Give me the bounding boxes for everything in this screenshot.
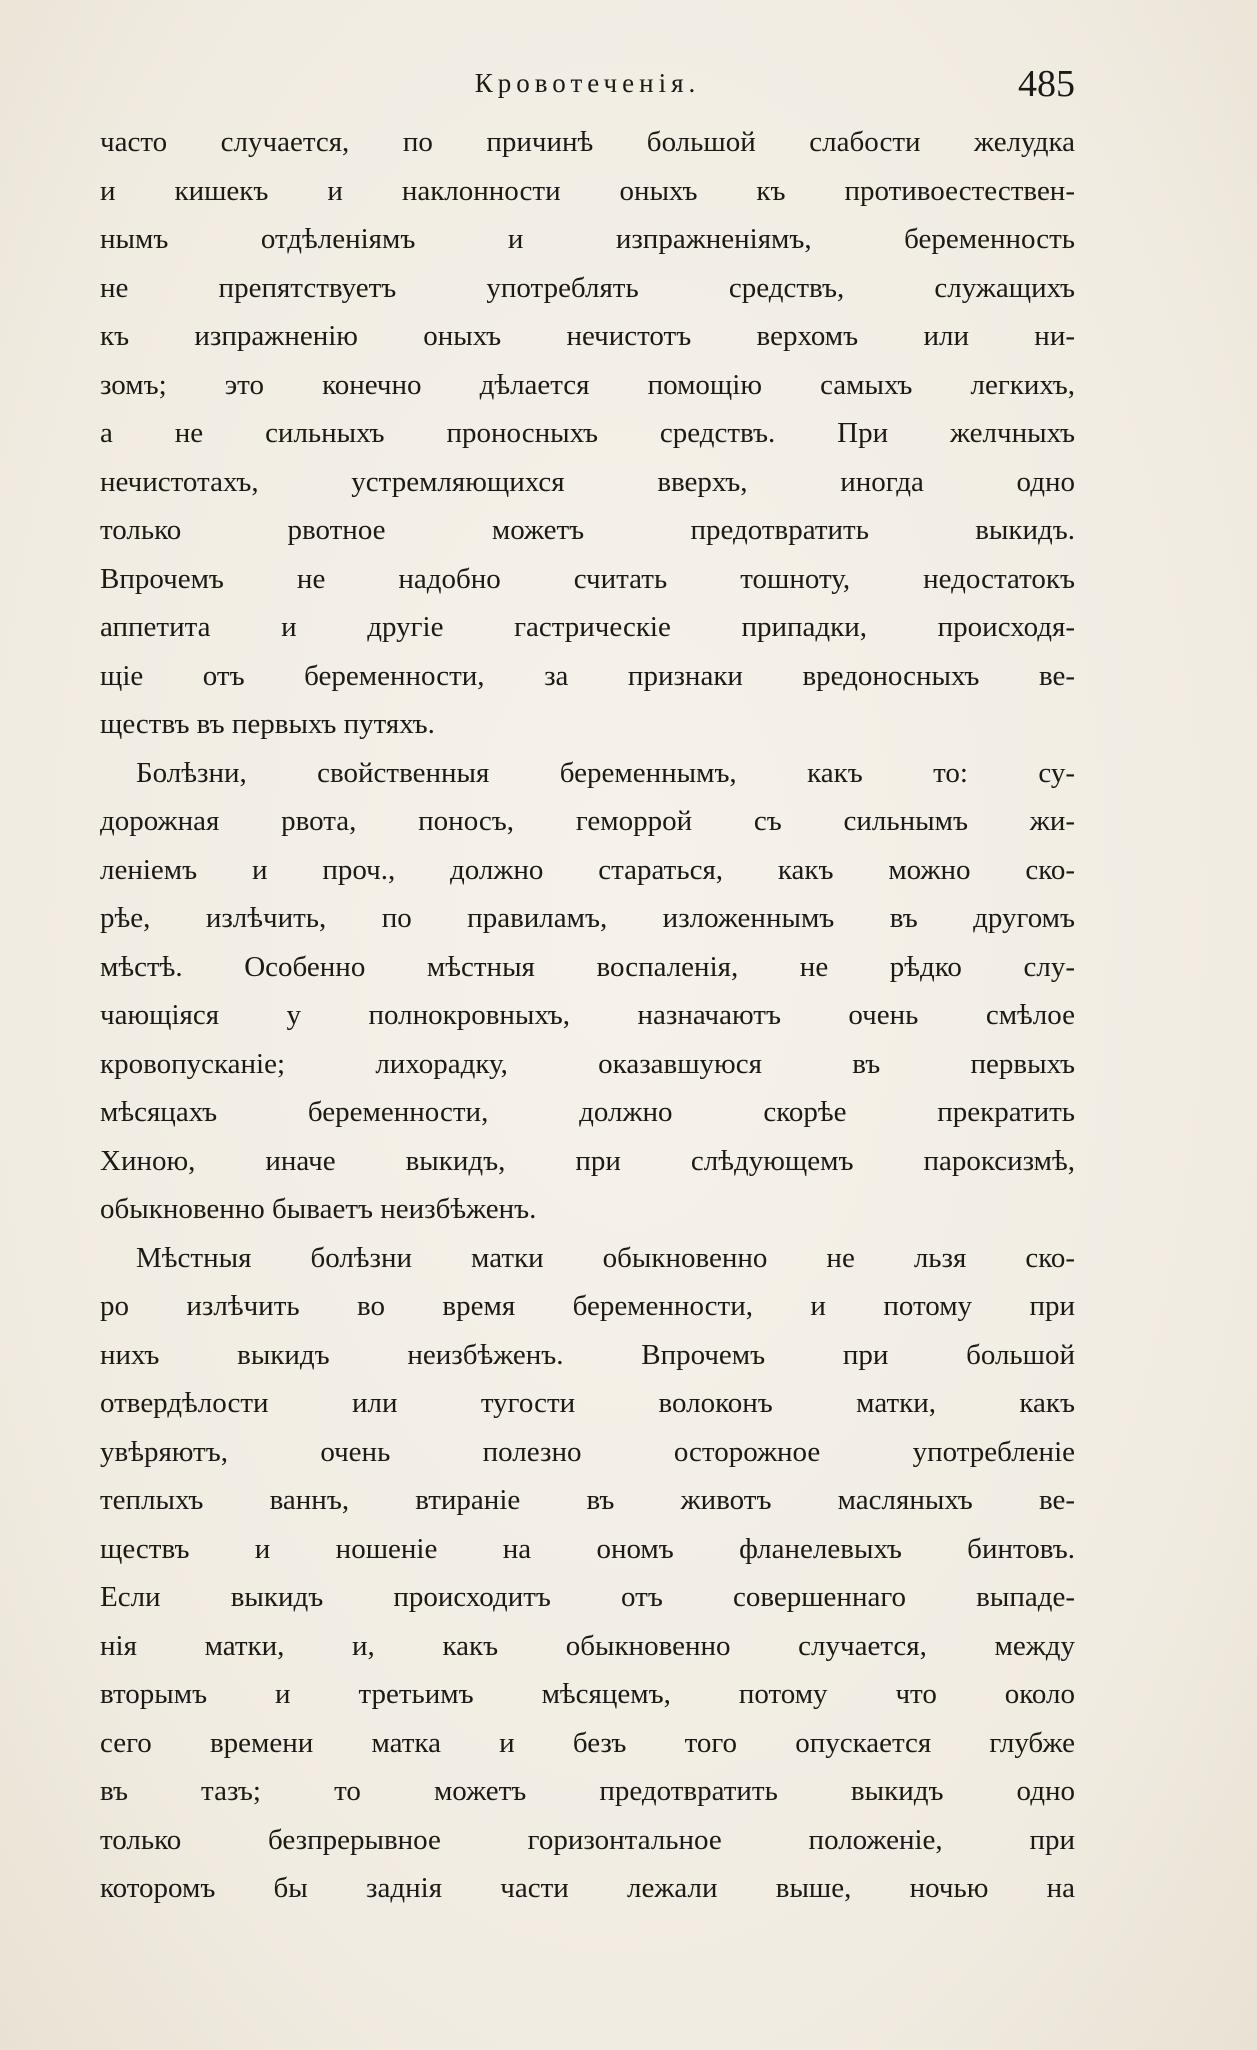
page-header xyxy=(100,62,1075,112)
text-line: нихъ выкидъ неизбѣженъ. Впрочемъ при большой xyxy=(100,1338,1075,1371)
text-line: ществъ и ношеніе на ономъ фланелевыхъ бинтовъ. xyxy=(100,1532,1075,1565)
text-line: часто случается, по причинѣ большой слабости желудка xyxy=(100,126,1075,158)
text-line: зомъ; это конечно дѣлается помощію самыхъ легкихъ, xyxy=(100,368,1075,401)
text-line: щіе отъ беременности, за признаки вредоносныхъ ве- xyxy=(100,659,1075,692)
text-line: дорожная рвота, поносъ, геморрой съ сильнымъ жи- xyxy=(100,805,1075,837)
text-line: нечистотахъ, устремляющихся вверхъ, иногда одно xyxy=(100,465,1075,498)
text-line: нія матки, и, какъ обыкновенно случается, между xyxy=(100,1629,1075,1662)
body-text xyxy=(100,118,1075,1913)
text-line: сего времени матка и безъ того опускается глубже xyxy=(100,1726,1075,1759)
text-line: аппетита и другіе гастрическіе припадки, происходя- xyxy=(100,611,1075,643)
text-line: которомъ бы заднія части лежали выше, ночью на xyxy=(100,1872,1075,1904)
text-line: не препятствуетъ употреблять средствъ, служащихъ xyxy=(100,271,1075,304)
text-line: Мѣстныя болѣзни матки обыкновенно не льзя ско- xyxy=(136,1241,1075,1274)
text-line: чающіяся у полнокровныхъ, назначаютъ очень смѣлое xyxy=(100,999,1075,1031)
text-line: а не сильныхъ проносныхъ средствъ. При желчныхъ xyxy=(100,417,1075,449)
text-line: отвердѣлости или тугости волоконъ матки, какъ xyxy=(100,1387,1075,1419)
text-line: теплыхъ ваннъ, втираніе въ животъ масляныхъ ве- xyxy=(100,1484,1075,1516)
text-line: ро излѣчить во время беременности, и потому при xyxy=(100,1290,1075,1322)
text-line: Если выкидъ происходитъ отъ совершеннаго выпаде- xyxy=(100,1581,1075,1613)
text-line: леніемъ и проч., должно стараться, какъ можно ско- xyxy=(100,853,1075,886)
text-line: мѣстѣ. Особенно мѣстныя воспаленія, не рѣдко слу- xyxy=(100,950,1075,983)
text-line: и кишекъ и наклонности оныхъ къ противоестествен- xyxy=(100,174,1075,207)
text-line: Впрочемъ не надобно считать тошноту, недостатокъ xyxy=(100,562,1075,595)
text-line: обыкновенно бываетъ неизбѣженъ. xyxy=(100,1193,537,1225)
page-number: 485 xyxy=(1018,63,1075,105)
text-line: ществъ въ первыхъ путяхъ. xyxy=(100,708,435,740)
text-line: кровопусканіе; лихорадку, оказавшуюся въ первыхъ xyxy=(100,1047,1075,1080)
text-line: въ тазъ; то можетъ предотвратить выкидъ одно xyxy=(100,1775,1075,1807)
text-line: нымъ отдѣленіямъ и изпражненіямъ, беременность xyxy=(100,223,1075,255)
text-line: къ изпражненію оныхъ нечистотъ верхомъ или ни- xyxy=(100,320,1075,352)
text-line: только рвотное можетъ предотвратить выкидъ. xyxy=(100,514,1075,546)
text-line: Болѣзни, свойственныя беременнымъ, какъ то: су- xyxy=(136,756,1075,789)
text-line: мѣсяцахъ беременности, должно скорѣе прекратить xyxy=(100,1096,1075,1128)
text-line: вторымъ и третьимъ мѣсяцемъ, потому что около xyxy=(100,1678,1075,1710)
text-line: Хиною, иначе выкидъ, при слѣдующемъ пароксизмѣ, xyxy=(100,1144,1075,1177)
text-line: увѣряютъ, очень полезно осторожное употребленіе xyxy=(100,1435,1075,1468)
running-head: Кровотеченія. xyxy=(474,68,701,98)
text-line: рѣе, излѣчить, по правиламъ, изложеннымъ въ другомъ xyxy=(100,902,1075,934)
text-line: только безпрерывное горизонтальное положеніе, при xyxy=(100,1823,1075,1856)
